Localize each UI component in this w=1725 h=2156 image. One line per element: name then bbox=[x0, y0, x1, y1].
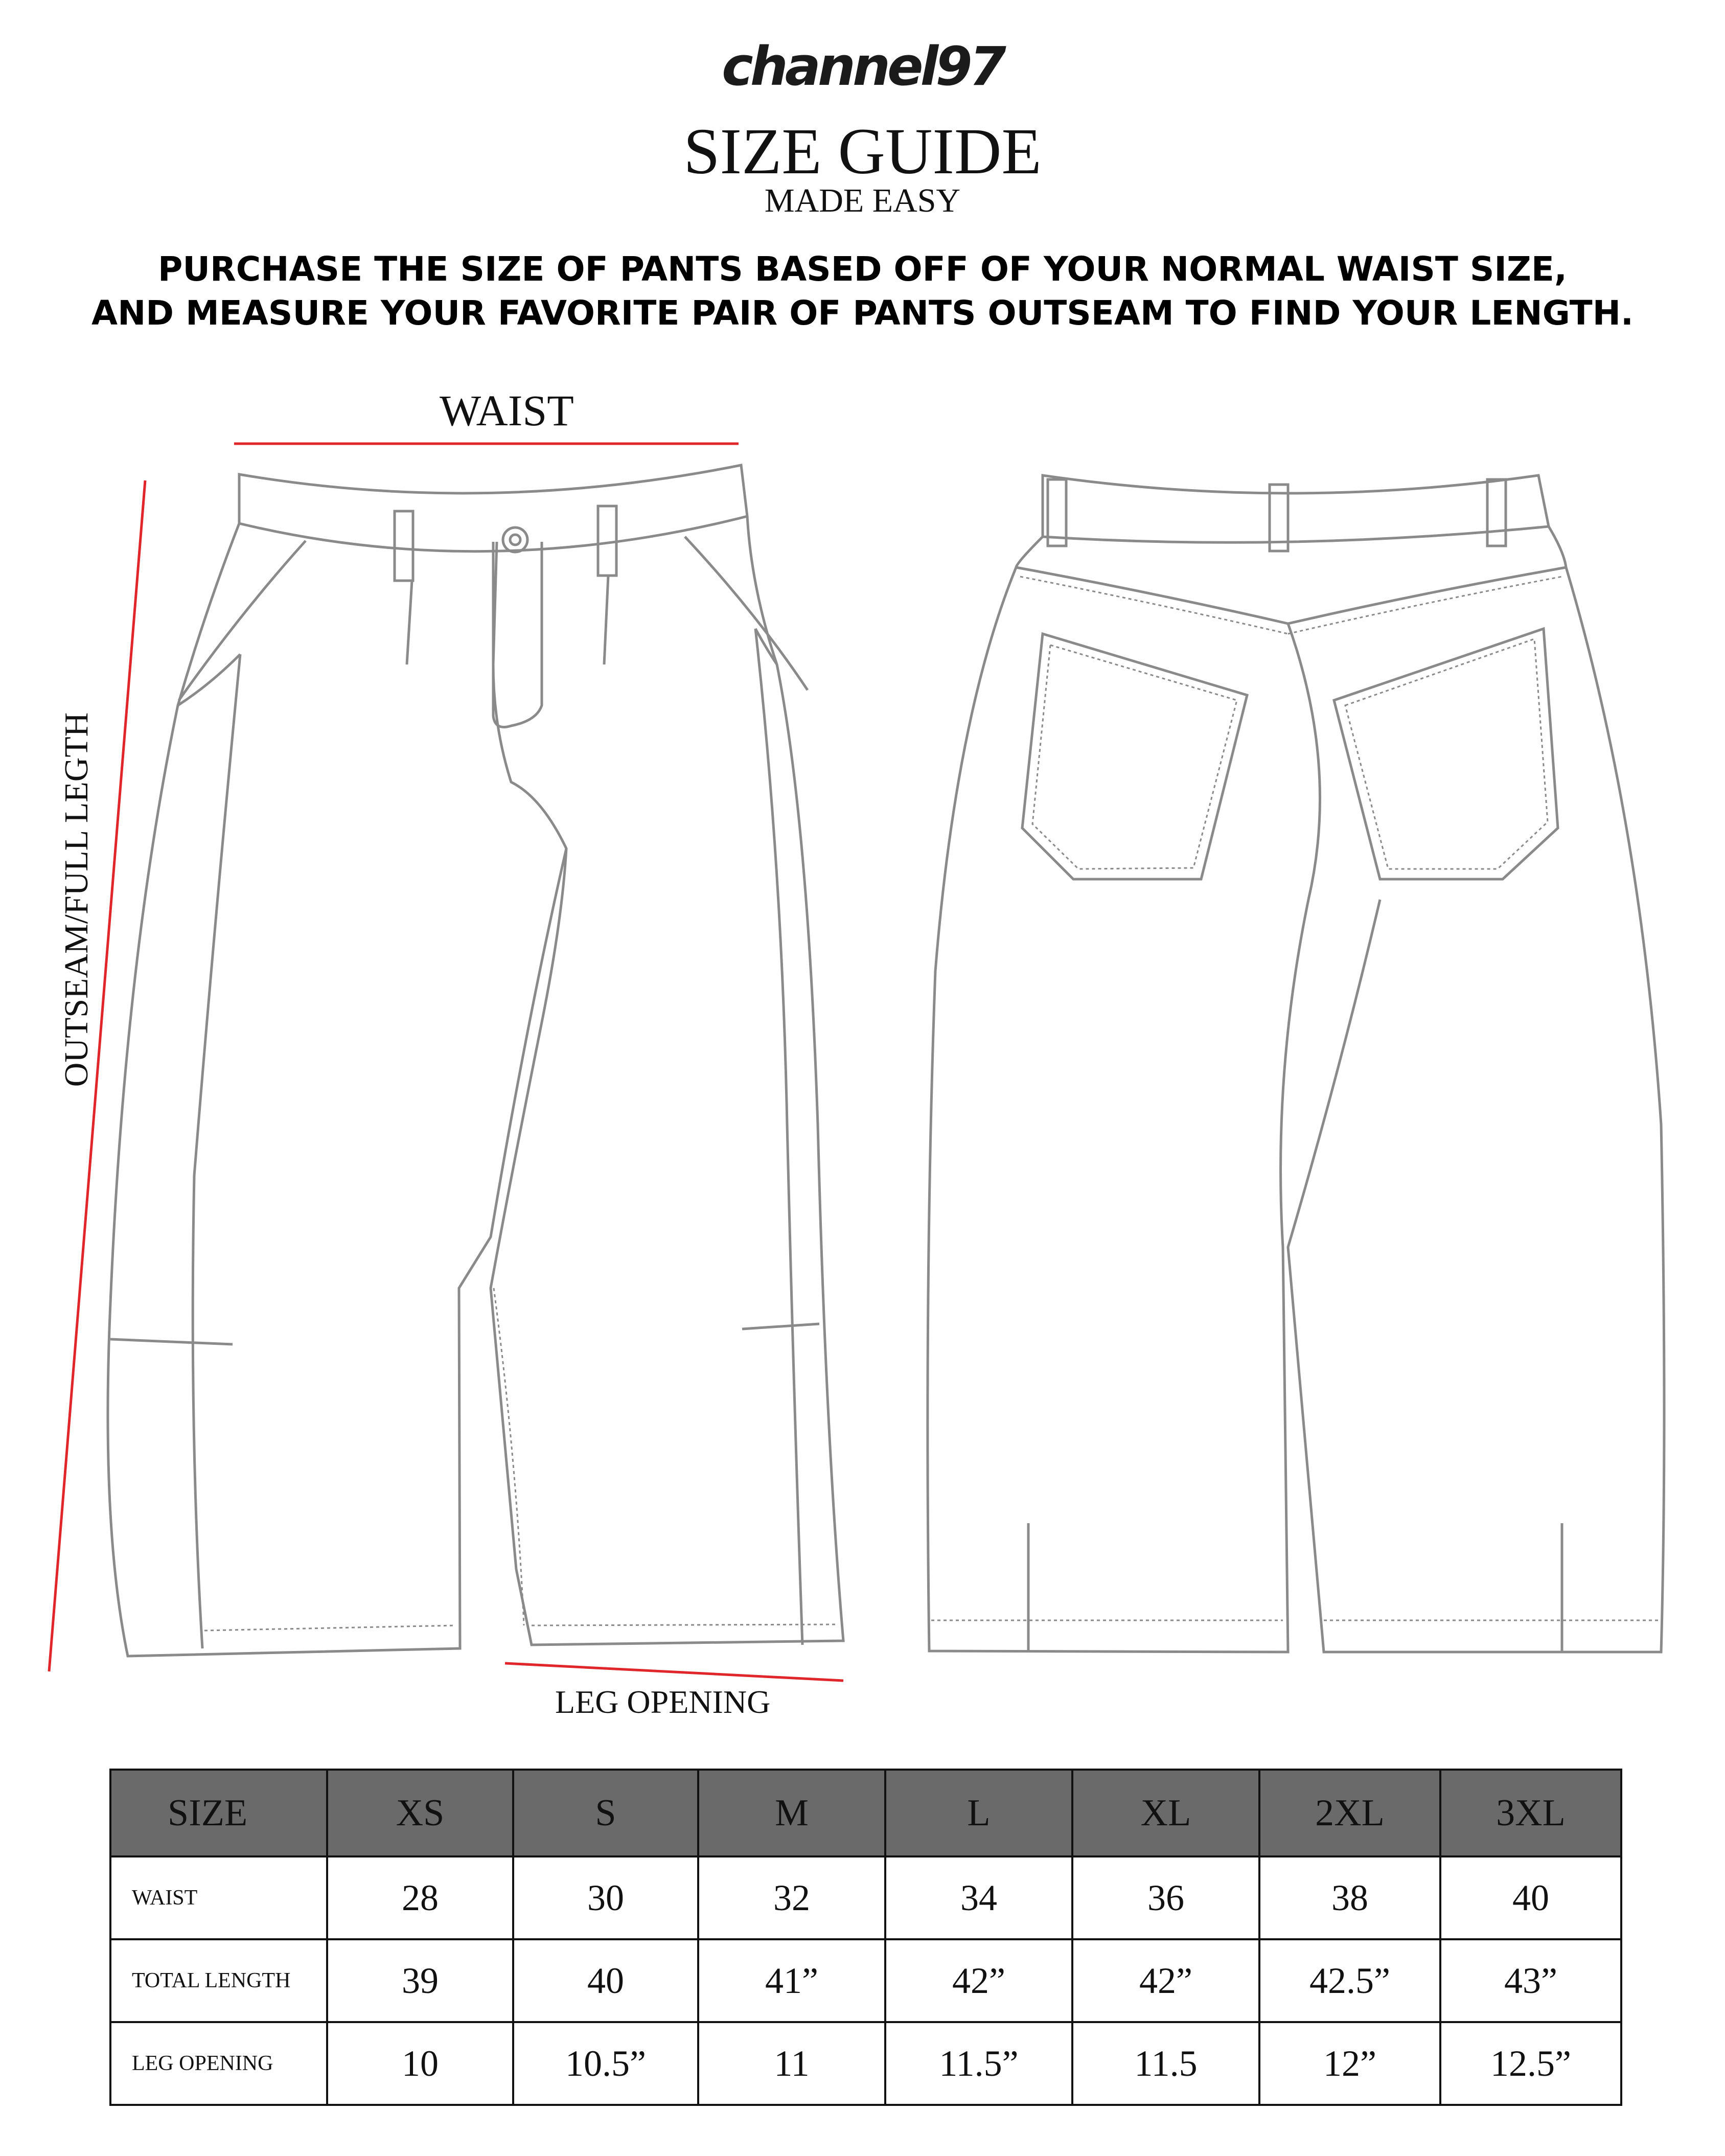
header-2xl: 2XL bbox=[1259, 1770, 1440, 1856]
leg-opening-label: LEG OPENING bbox=[555, 1684, 771, 1720]
table-cell: 34 bbox=[885, 1856, 1072, 1939]
instruction-line-2: AND MEASURE YOUR FAVORITE PAIR OF PANTS OUTSEAM TO FIND YOUR LENGTH. bbox=[91, 293, 1634, 333]
table-cell: 11.5 bbox=[1072, 2022, 1259, 2105]
table-cell: 28 bbox=[327, 1856, 513, 1939]
table-row-total-length bbox=[110, 1939, 1621, 2022]
row-label: LEG OPENING bbox=[110, 2022, 327, 2105]
header-xl: XL bbox=[1072, 1770, 1259, 1856]
table-cell: 12” bbox=[1259, 2022, 1440, 2105]
table-row-leg-opening bbox=[110, 2022, 1621, 2105]
table-cell: 36 bbox=[1072, 1856, 1259, 1939]
table-row-waist bbox=[110, 1856, 1621, 1939]
leg-opening-measure-line bbox=[505, 1663, 843, 1681]
table-cell: 40 bbox=[1440, 1856, 1621, 1939]
header-size: SIZE bbox=[110, 1770, 327, 1856]
row-label: TOTAL LENGTH bbox=[110, 1939, 327, 2022]
waist-label: WAIST bbox=[440, 386, 574, 435]
table-cell: 32 bbox=[698, 1856, 885, 1939]
table-cell: 10.5” bbox=[513, 2022, 698, 2105]
page-title: SIZE GUIDE bbox=[683, 115, 1042, 188]
table-header-row bbox=[110, 1770, 1621, 1856]
table-cell: 40 bbox=[513, 1939, 698, 2022]
table-cell: 12.5” bbox=[1440, 2022, 1621, 2105]
brand-logo: channel97 bbox=[722, 35, 1003, 98]
table-cell: 42.5” bbox=[1259, 1939, 1440, 2022]
header-xs: XS bbox=[327, 1770, 513, 1856]
table-cell: 43” bbox=[1440, 1939, 1621, 2022]
outseam-label: OUTSEAM/FULL LEGTH bbox=[58, 712, 95, 1087]
table-cell: 38 bbox=[1259, 1856, 1440, 1939]
header-3xl: 3XL bbox=[1440, 1770, 1621, 1856]
size-table bbox=[109, 1769, 1622, 2106]
table-cell: 39 bbox=[327, 1939, 513, 2022]
instruction-line-1: PURCHASE THE SIZE OF PANTS BASED OFF OF YOUR NORMAL WAIST SIZE, bbox=[158, 249, 1567, 289]
table-cell: 30 bbox=[513, 1856, 698, 1939]
table-cell: 42” bbox=[1072, 1939, 1259, 2022]
back-pants-drawing bbox=[928, 475, 1664, 1652]
table-cell: 11 bbox=[698, 2022, 885, 2105]
table-cell: 10 bbox=[327, 2022, 513, 2105]
header-l: L bbox=[885, 1770, 1072, 1856]
table-cell: 41” bbox=[698, 1939, 885, 2022]
row-label: WAIST bbox=[110, 1856, 327, 1939]
header-s: S bbox=[513, 1770, 698, 1856]
front-pants-drawing bbox=[108, 465, 843, 1656]
table-cell: 42” bbox=[885, 1939, 1072, 2022]
table-cell: 11.5” bbox=[885, 2022, 1072, 2105]
page-subtitle: MADE EASY bbox=[764, 182, 961, 219]
header-m: M bbox=[698, 1770, 885, 1856]
